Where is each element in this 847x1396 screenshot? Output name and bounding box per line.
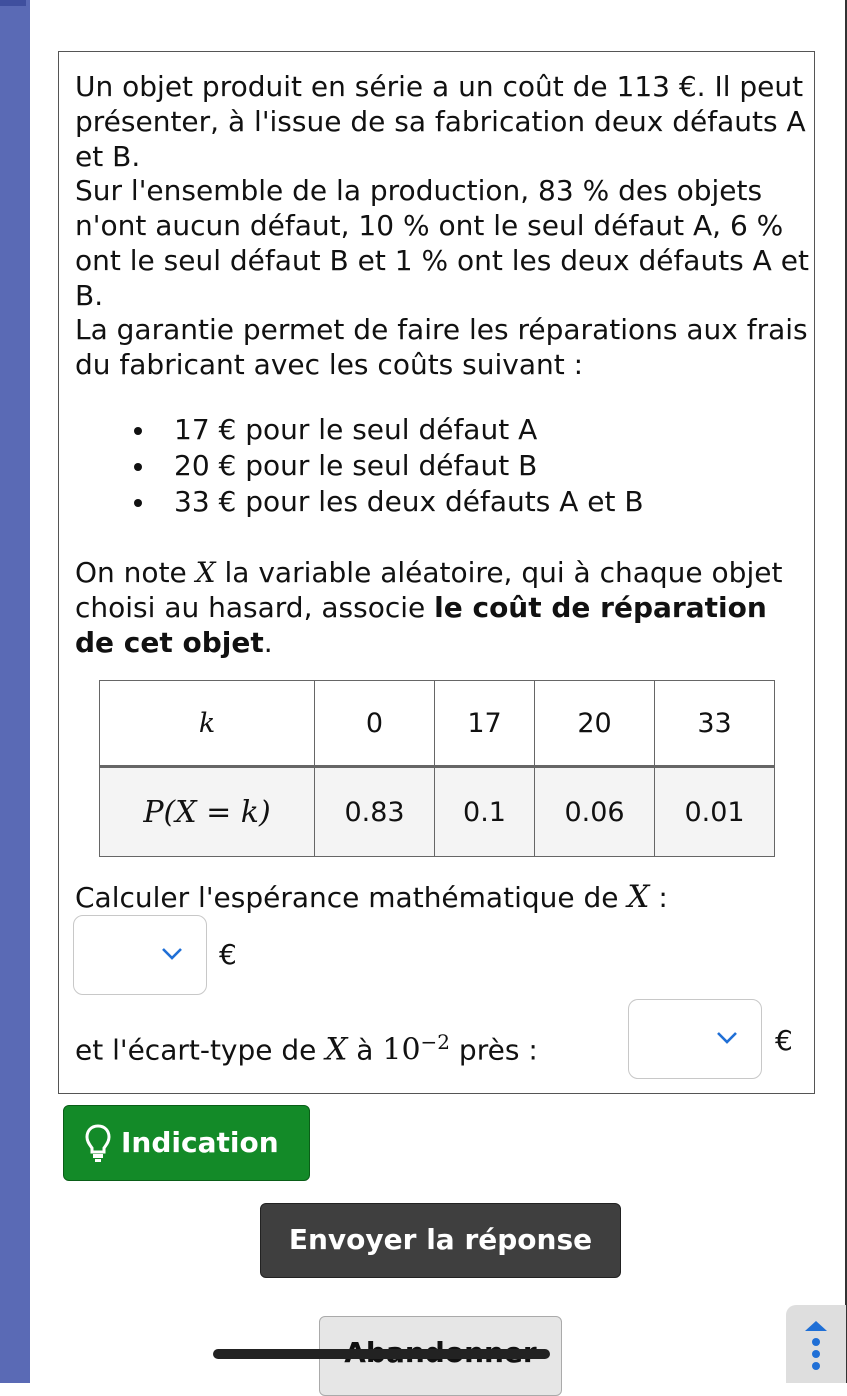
expectation-pre-text: Calculer l'espérance mathématique de — [75, 881, 628, 914]
std-mid-text: à — [347, 1033, 383, 1067]
expectation-select[interactable] — [73, 915, 207, 995]
std-currency: € — [775, 1024, 793, 1057]
home-indicator — [213, 1349, 550, 1359]
bullet-icon — [134, 463, 142, 471]
variable-symbol: X — [195, 556, 216, 589]
table-probability-cell: 0.06 — [535, 767, 655, 857]
expectation-currency: € — [219, 938, 237, 971]
hint-button[interactable] — [63, 1105, 310, 1181]
std-exponent: −2 — [420, 1030, 451, 1054]
bullet-icon — [134, 499, 142, 507]
table-value-cell: 0 — [315, 681, 435, 767]
table-value-cell: 17 — [435, 681, 535, 767]
cost-item — [134, 448, 644, 484]
expectation-post-text: : — [649, 881, 668, 914]
left-side-bar — [0, 0, 30, 1383]
variable-mid-text: la variable aléatoire, qui à chaque objet choisi au hasard, associe — [75, 556, 783, 624]
hint-label: Indication — [121, 1126, 279, 1159]
cost-text: 17 € pour le seul défaut A — [174, 413, 538, 446]
table-header-label: k — [100, 681, 315, 767]
scroll-up-icon — [786, 1305, 846, 1383]
variable-definition — [75, 555, 810, 660]
cost-list — [134, 412, 644, 520]
expectation-question — [75, 880, 810, 915]
problem-guarantee: La garantie permet de faire les réparations aux frais du fabricant avec les coûts suivant : — [75, 313, 808, 381]
cost-text: 33 € pour les deux défauts A et B — [174, 485, 644, 518]
variable-bold-text: le coût de réparation de cet objet — [75, 591, 767, 659]
scroll-up-button[interactable] — [786, 1305, 846, 1383]
lightbulb-icon — [84, 1123, 112, 1163]
cost-item — [134, 412, 644, 448]
std-symbol: X — [325, 1031, 348, 1068]
variable-pre-text: On note — [75, 556, 196, 589]
probability-table — [99, 680, 775, 857]
table-probability-cell: 0.01 — [655, 767, 775, 857]
variable-end-text: . — [263, 626, 273, 659]
table-probability-row — [100, 767, 775, 857]
table-probability-cell: 0.83 — [315, 767, 435, 857]
std-post-text: près : — [450, 1033, 538, 1067]
std-base: 10 — [382, 1032, 421, 1068]
chevron-down-icon — [715, 1030, 739, 1046]
bullet-icon — [134, 427, 142, 435]
expectation-symbol: X — [627, 879, 650, 915]
std-pre-text: et l'écart-type de — [75, 1033, 326, 1067]
problem-intro: Un objet produit en série a un coût de 113 €. Il peut présenter, à l'issue de sa fabrication deux défauts A et B. — [75, 70, 806, 173]
chevron-down-icon — [160, 946, 184, 962]
table-probability-cell: 0.1 — [435, 767, 535, 857]
table-row-label: P(X = k) — [100, 767, 315, 857]
std-select[interactable] — [628, 999, 762, 1079]
left-bar-notch — [0, 0, 26, 6]
problem-production: Sur l'ensemble de la production, 83 % des objets n'ont aucun défaut, 10 % ont le seul défaut A, 6 % ont le seul défaut B et 1 % ont les deux défauts A et B. — [75, 174, 809, 312]
submit-button[interactable]: Envoyer la réponse — [260, 1203, 621, 1278]
cost-item — [134, 484, 644, 520]
table-header-row — [100, 681, 775, 767]
table-value-cell: 33 — [655, 681, 775, 767]
cost-text: 20 € pour le seul défaut B — [174, 449, 538, 482]
table-value-cell: 20 — [535, 681, 655, 767]
